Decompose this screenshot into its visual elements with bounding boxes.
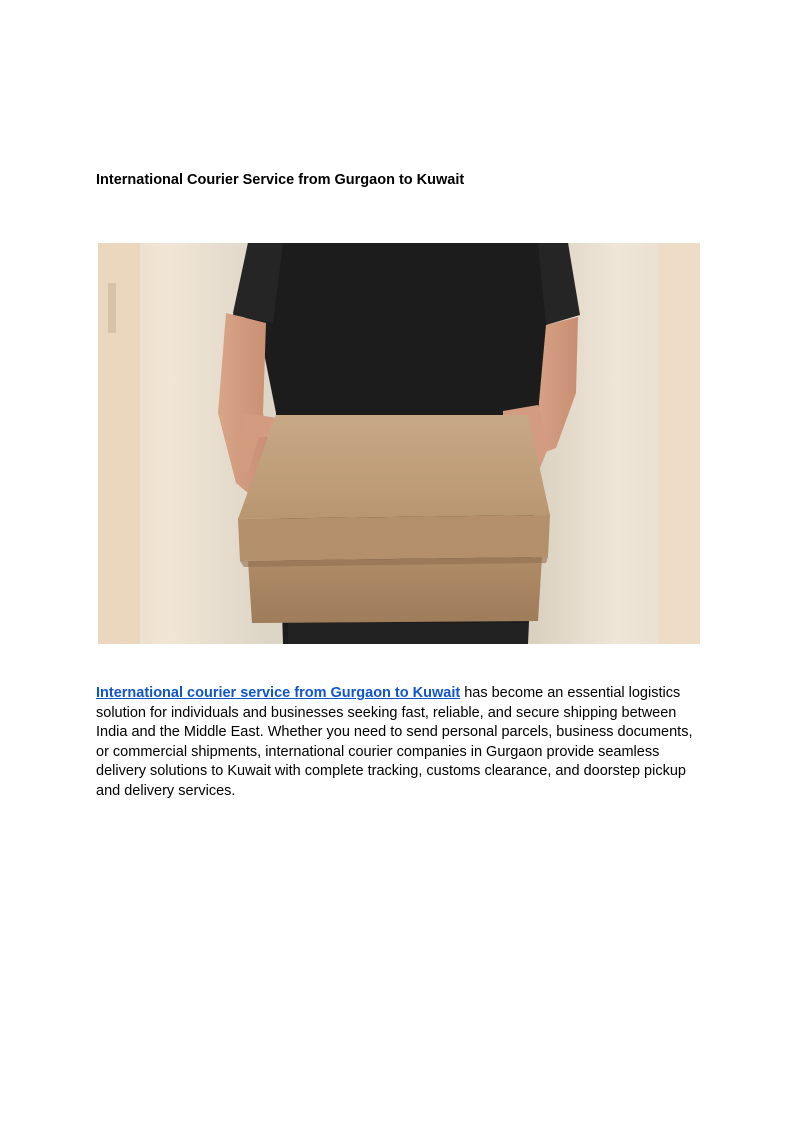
courier-photo — [98, 243, 700, 644]
intro-text: has become an essential logistics solution for individuals and businesses seeking fast, reliable, and secure shipping between India and the Middle East. Whether you need to send personal parcels, business documents, or commercial shipments, international courier companies in Gurgaon provide seamless delivery solutions to Kuwait with complete tracking, customs clearance, and doorstep pickup and delivery services. — [96, 685, 693, 799]
page-title: International Courier Service from Gurgaon to Kuwait — [96, 172, 465, 188]
intro-paragraph — [96, 684, 701, 801]
intro-link[interactable]: International courier service from Gurgaon to Kuwait — [96, 685, 461, 701]
